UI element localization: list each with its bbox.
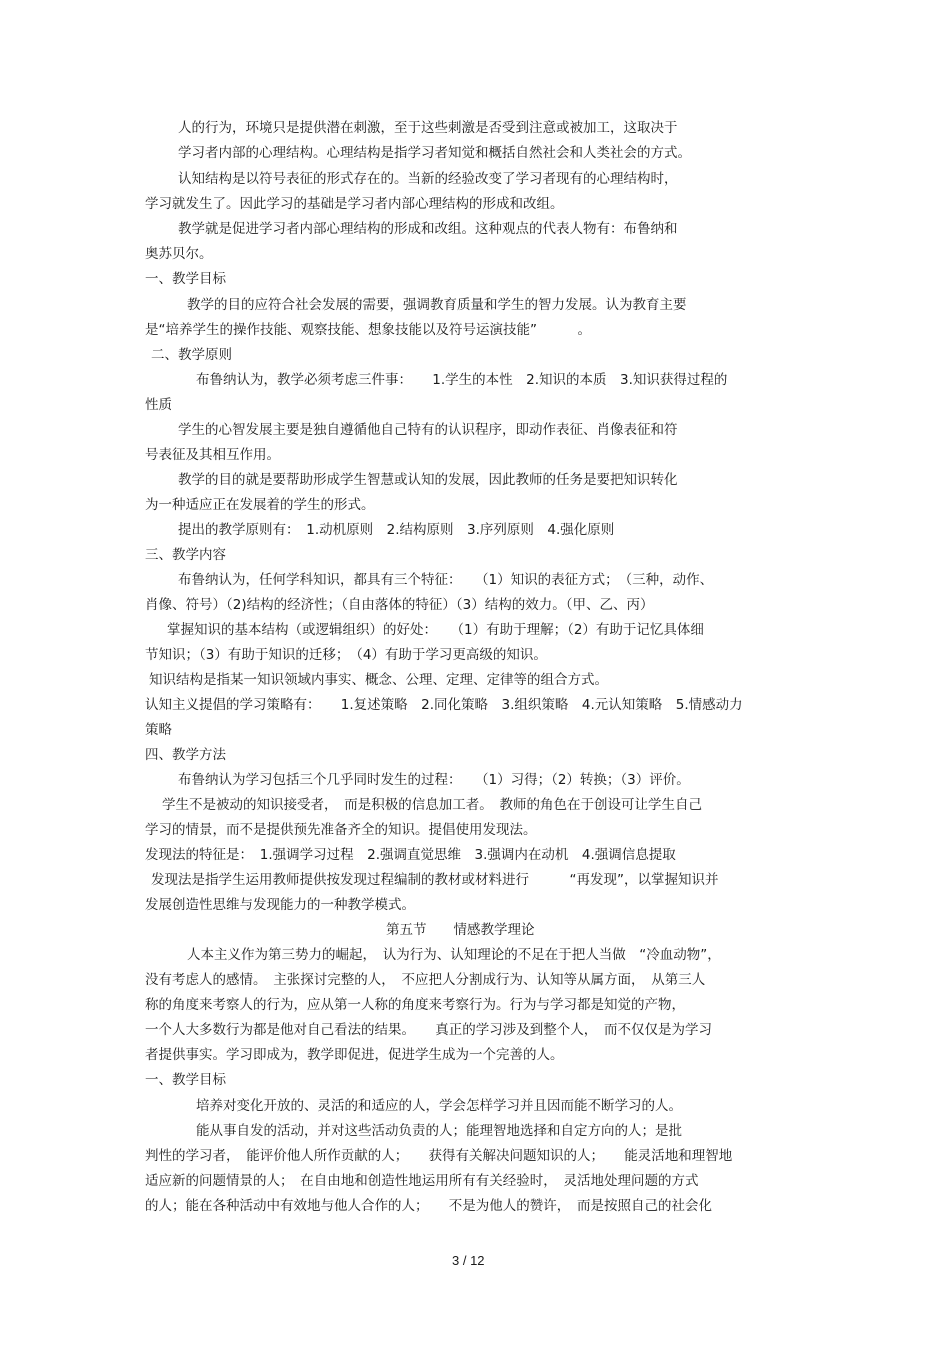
text-line: 教学的目的应符合社会发展的需要，强调教育质量和学生的智力发展。认为教育主要 <box>187 297 687 313</box>
text-line: 学习的情景，而不是提供预先准备齐全的知识。提倡使用发现法。 <box>145 822 537 838</box>
text-line: 一个人大多数行为都是他对自己看法的结果。 真正的学习涉及到整个人， 而不仅仅是为学习 <box>145 1022 712 1038</box>
text-line: 学生的心智发展主要是独自遵循他自己特有的认识程序，即动作表征、肖像表征和符 <box>178 422 678 438</box>
text-line: 奥苏贝尔。 <box>145 246 213 262</box>
text-line: 判性的学习者， 能评价他人所作贡献的人； 获得有关解决问题知识的人； 能灵活地和理智地 <box>145 1148 733 1164</box>
text-line: 知识结构是指某一知识领域内事实、概念、公理、定理、定律等的组合方式。 <box>149 672 608 688</box>
text-line: 学习者内部的心理结构。心理结构是指学习者知觉和概括自然社会和人类社会的方式。 <box>178 145 691 161</box>
text-line: 节知识；（3）有助于知识的迁移； （4）有助于学习更高级的知识。 <box>145 647 547 663</box>
text-line: 号表征及其相互作用。 <box>145 447 280 463</box>
text-line: 适应新的问题情景的人； 在自由地和创造性地运用所有有关经验时， 灵活地处理问题的方式 <box>145 1173 699 1189</box>
text-line: 教学的目的就是要帮助形成学生智慧或认知的发展，因此教师的任务是要把知识转化 <box>178 472 678 488</box>
text-line: 没有考虑人的感情。 主张探讨完整的人， 不应把人分割成行为、认知等从属方面， 从第三人 <box>145 972 706 988</box>
text-line: 教学就是促进学习者内部心理结构的形成和改组。这种观点的代表人物有：布鲁纳和 <box>178 221 678 237</box>
text-line: 认知主义提倡的学习策略有： 1.复述策略 2.同化策略 3.组织策略 4.元认知策略 5.情感动力 <box>145 697 743 713</box>
text-line: 布鲁纳认为，教学必须考虑三件事： 1.学生的本性 2.知识的本质 3.知识获得过程的 <box>196 372 728 388</box>
page-number: 3 / 12 <box>452 1253 485 1268</box>
text-line: 人本主义作为第三势力的崛起， 认为行为、认知理论的不足在于把人当做 “冷血动物”， <box>187 947 721 963</box>
section-title: 第五节 情感教学理论 <box>386 922 535 938</box>
text-line: 认知结构是以符号表征的形式存在的。当新的经验改变了学习者现有的心理结构时， <box>178 171 678 187</box>
text-line: 发展创造性思维与发现能力的一种教学模式。 <box>145 897 415 913</box>
text-line: 是“培养学生的操作技能、观察技能、想象技能以及符号运演技能” 。 <box>145 322 591 338</box>
text-line: 学习就发生了。因此学习的基础是学习者内部心理结构的形成和改组。 <box>145 196 564 212</box>
text-line: 称的角度来考察人的行为，应从第一人称的角度来考察行为。行为与学习都是知觉的产物， <box>145 997 685 1013</box>
text-line: 布鲁纳认为，任何学科知识，都具有三个特征： （1）知识的表征方式； （三种，动作、 <box>178 572 714 588</box>
section-heading: 一、教学目标 <box>145 271 226 287</box>
text-line: 提出的教学原则有： 1.动机原则 2.结构原则 3.序列原则 4.强化原则 <box>178 522 615 538</box>
text-line: 布鲁纳认为学习包括三个几乎同时发生的过程： （1）习得；（2）转换；（3）评价。 <box>178 772 690 788</box>
text-line: 肖像、符号）（2)结构的经济性；（自由落体的特征）（3）结构的效力。（甲、乙、丙） <box>145 597 654 613</box>
text-line: 者提供事实。学习即成为，教学即促进，促进学生成为一个完善的人。 <box>145 1047 564 1063</box>
text-line: 策略 <box>145 722 172 738</box>
text-line: 培养对变化开放的、灵活的和适应的人，学会怎样学习并且因而能不断学习的人。 <box>196 1098 682 1114</box>
section-heading: 二、教学原则 <box>151 347 232 363</box>
text-line: 学生不是被动的知识接受者， 而是积极的信息加工者。 教师的角色在于创设可让学生自己 <box>162 797 702 813</box>
text-line: 为一种适应正在发展着的学生的形式。 <box>145 497 375 513</box>
section-heading: 三、教学内容 <box>145 547 226 563</box>
section-heading: 四、教学方法 <box>145 747 226 763</box>
text-line: 人的行为，环境只是提供潜在刺激，至于这些刺激是否受到注意或被加工，这取决于 <box>178 120 678 136</box>
section-heading: 一、教学目标 <box>145 1072 226 1088</box>
text-line: 发现法的特征是： 1.强调学习过程 2.强调直觉思维 3.强调内在动机 4.强调信息提取 <box>145 847 676 863</box>
text-line: 掌握知识的基本结构（或逻辑组织）的好处： （1）有助于理解；（2）有助于记忆具体细 <box>167 622 704 638</box>
text-line: 发现法是指学生运用教师提供按发现过程编制的教材或材料进行 “再发现”，以掌握知识并 <box>151 872 719 888</box>
text-line: 性质 <box>145 397 172 413</box>
text-line: 的人；能在各种活动中有效地与他人合作的人； 不是为他人的赞许， 而是按照自己的社会化 <box>145 1198 712 1214</box>
text-line: 能从事自发的活动，并对这些活动负责的人；能理智地选择和自定方向的人；是批 <box>196 1123 682 1139</box>
